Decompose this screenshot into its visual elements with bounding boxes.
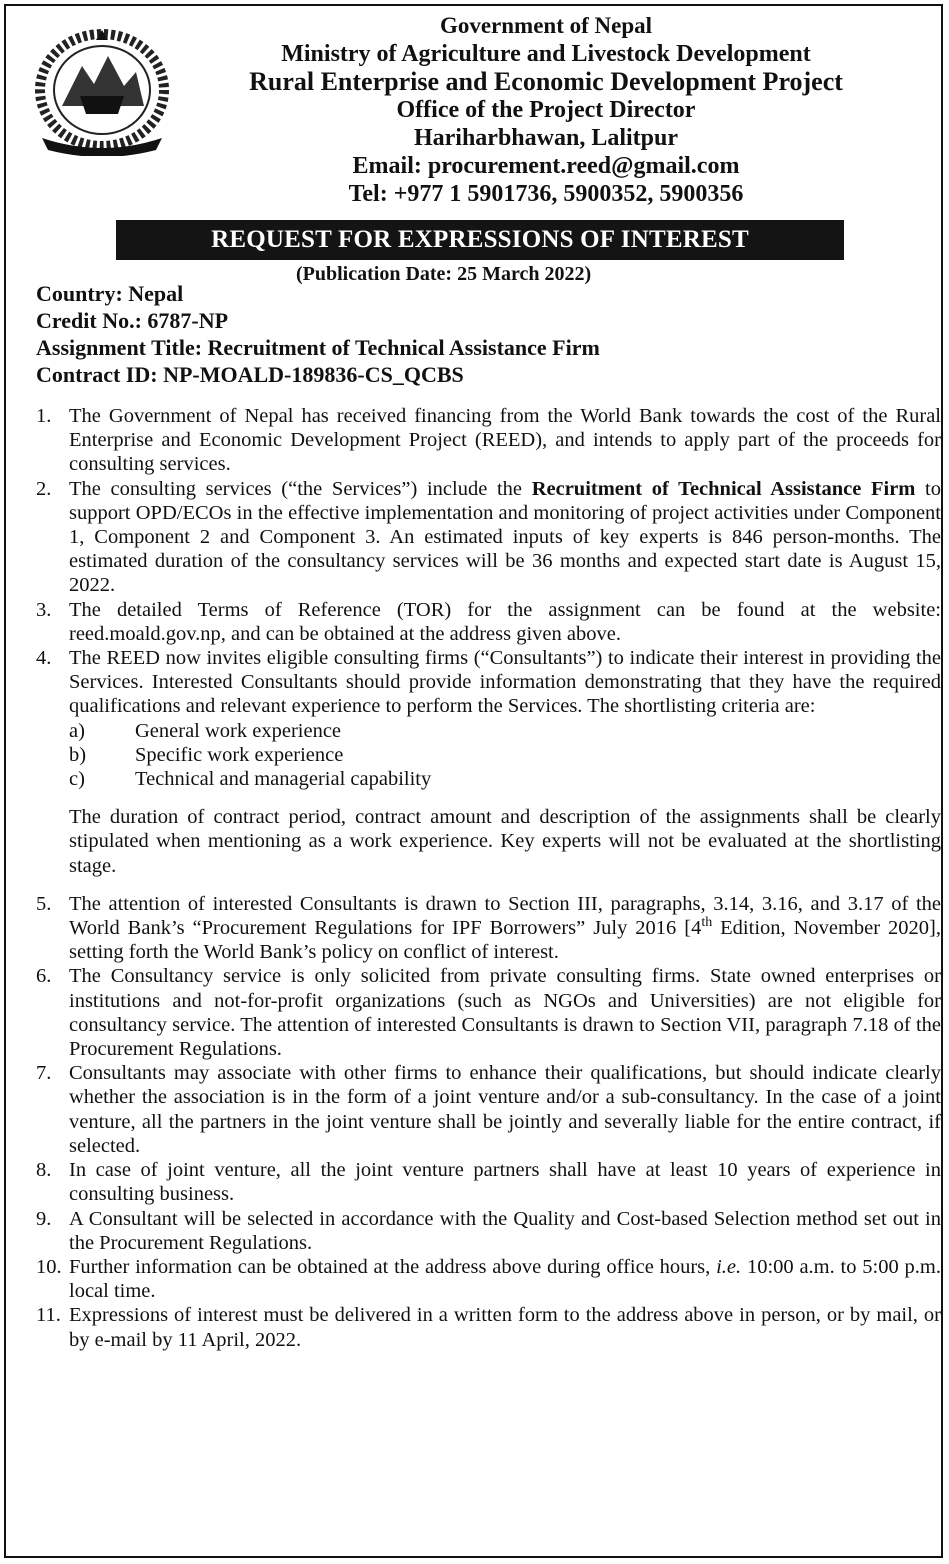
list-item bbox=[36, 1303, 941, 1351]
list-item bbox=[36, 646, 941, 719]
criteria-item bbox=[69, 719, 941, 743]
item-text bbox=[69, 1255, 941, 1303]
list-item bbox=[36, 1255, 941, 1303]
header-project: Rural Enterprise and Economic Development Project bbox=[249, 67, 843, 96]
list-item bbox=[36, 1158, 941, 1206]
item-text-sup: th bbox=[701, 915, 713, 931]
item-text-part: to support OPD/ECOs in the effective implementation and monitoring of project activities under Component 1, Component 2 and Component 3. An estimated inputs of key experts is 846 person-months. The estimated duration of the consultancy services will be 36 months and expected start date is August 15, 2022. bbox=[69, 477, 941, 597]
item-number: 2. bbox=[36, 477, 52, 500]
nepal-emblem-icon bbox=[32, 26, 172, 156]
item-text: The detailed Terms of Reference (TOR) for the assignment can be found at the website: reed.moald.gov.np, and can be obtained at the address given above. bbox=[69, 598, 941, 645]
list-item bbox=[36, 964, 941, 1061]
criteria-text: Technical and managerial capability bbox=[135, 768, 432, 791]
item-number: 4. bbox=[36, 647, 52, 670]
title-banner: REQUEST FOR EXPRESSIONS OF INTEREST bbox=[116, 220, 844, 260]
item-text: The Government of Nepal has received financing from the World Bank towards the cost of the Rural Enterprise and Economic Development Project (REED), and intends to apply part of the proceeds for consulting services. bbox=[69, 405, 941, 476]
criteria-text: General work experience bbox=[135, 719, 342, 742]
item-text-italic: i.e. bbox=[716, 1255, 742, 1278]
criteria-label: a) bbox=[69, 719, 85, 742]
item-text: Expressions of interest must be delivered in a written form to the address above in person, or by mail, or by e-mail by 11 April, 2022. bbox=[69, 1304, 941, 1351]
meta-country: Country: Nepal bbox=[36, 281, 184, 306]
item-text: In case of joint venture, all the joint venture partners shall have at least 10 years of experience in consulting business. bbox=[69, 1159, 941, 1206]
item-number: 11. bbox=[36, 1304, 61, 1327]
list-item bbox=[36, 1207, 941, 1255]
criteria-item bbox=[69, 743, 941, 767]
item-number: 10. bbox=[36, 1255, 62, 1278]
criteria-note: The duration of contract period, contract amount and description of the assignments shall be clearly stipulated when mentioning as a work experience. Key experts will not be evaluated at the shortlisting stage. bbox=[69, 806, 941, 877]
item-number: 5. bbox=[36, 892, 52, 915]
list-item bbox=[36, 892, 941, 965]
item-number: 3. bbox=[36, 598, 52, 621]
item-text-part: 10:00 a.m. to 5:00 p.m. local time. bbox=[69, 1255, 941, 1303]
header-ministry: Ministry of Agriculture and Livestock Development bbox=[281, 41, 811, 67]
criteria-item bbox=[69, 767, 941, 791]
meta-block bbox=[36, 280, 600, 388]
notice-body bbox=[36, 404, 941, 1352]
criteria-label: c) bbox=[69, 768, 85, 791]
item-text-part: The consulting services (“the Services”) include the bbox=[69, 477, 532, 500]
header-office: Office of the Project Director bbox=[396, 97, 696, 123]
item-text-part: Further information can be obtained at the address above during office hours, bbox=[69, 1255, 717, 1278]
list-item bbox=[36, 598, 941, 646]
header bbox=[181, 12, 911, 208]
list-item bbox=[36, 477, 941, 598]
header-address: Hariharbhawan, Lalitpur bbox=[413, 125, 679, 151]
item-text-bold: Recruitment of Technical Assistance Firm bbox=[531, 477, 916, 500]
list-item bbox=[36, 404, 941, 477]
list-item bbox=[36, 1061, 941, 1158]
header-tel: Tel: +977 1 5901736, 5900352, 5900356 bbox=[348, 181, 744, 207]
item-text bbox=[69, 477, 941, 598]
item-number: 1. bbox=[36, 405, 52, 427]
item-text: The REED now invites eligible consulting firms (“Consultants”) to indicate their interest in providing the Services. Interested Consultants should provide information demonstrating that they have the required qualifications and relevant experience to perform the Services. The shortlisting criteria are: bbox=[69, 647, 941, 718]
item-number: 8. bbox=[36, 1159, 52, 1182]
criteria-text: Specific work experience bbox=[135, 743, 344, 766]
item-text bbox=[69, 892, 941, 965]
meta-contract: Contract ID: NP-MOALD-189836-CS_QCBS bbox=[36, 362, 464, 387]
header-email: Email: procurement.reed@gmail.com bbox=[352, 153, 740, 179]
item-text-part: The attention of interested Consultants is drawn to Section III, paragraphs, 3.14, 3.16, and 3.17 of the World Bank’s “Procurement Regulations for IPF Borrowers” July 2016 [4 bbox=[69, 892, 941, 940]
publication-date: (Publication Date: 25 March 2022) bbox=[296, 263, 592, 285]
item-number: 6. bbox=[36, 965, 52, 988]
meta-assignment: Assignment Title: Recruitment of Technical Assistance Firm bbox=[36, 335, 600, 360]
item-text: Consultants may associate with other firms to enhance their qualifications, but should indicate clearly whether the association is in the form of a joint venture and/or a sub-consultancy. In the case of a joint venture, all the partners in the joint venture shall be jointly and severally liable for the entire contract, if selected. bbox=[69, 1062, 941, 1157]
header-government: Government of Nepal bbox=[439, 13, 653, 38]
item-text: A Consultant will be selected in accordance with the Quality and Cost-based Selection method set out in the Procurement Regulations. bbox=[69, 1207, 941, 1254]
meta-credit: Credit No.: 6787-NP bbox=[36, 308, 229, 333]
criteria-label: b) bbox=[69, 743, 87, 766]
document-page bbox=[4, 4, 943, 1558]
item-number: 7. bbox=[36, 1062, 52, 1085]
item-number: 9. bbox=[36, 1207, 52, 1230]
item-text-part: Edition, November 2020], setting forth the World Bank’s policy on conflict of interest. bbox=[69, 917, 941, 964]
item-text: The Consultancy service is only solicited from private consulting firms. State owned enterprises or institutions and not-for-profit organizations (such as NGOs and Universities) are not eligible for consultancy service. The attention of interested Consultants is drawn to Section VII, paragraph 7.18 of the Procurement Regulations. bbox=[69, 965, 941, 1061]
